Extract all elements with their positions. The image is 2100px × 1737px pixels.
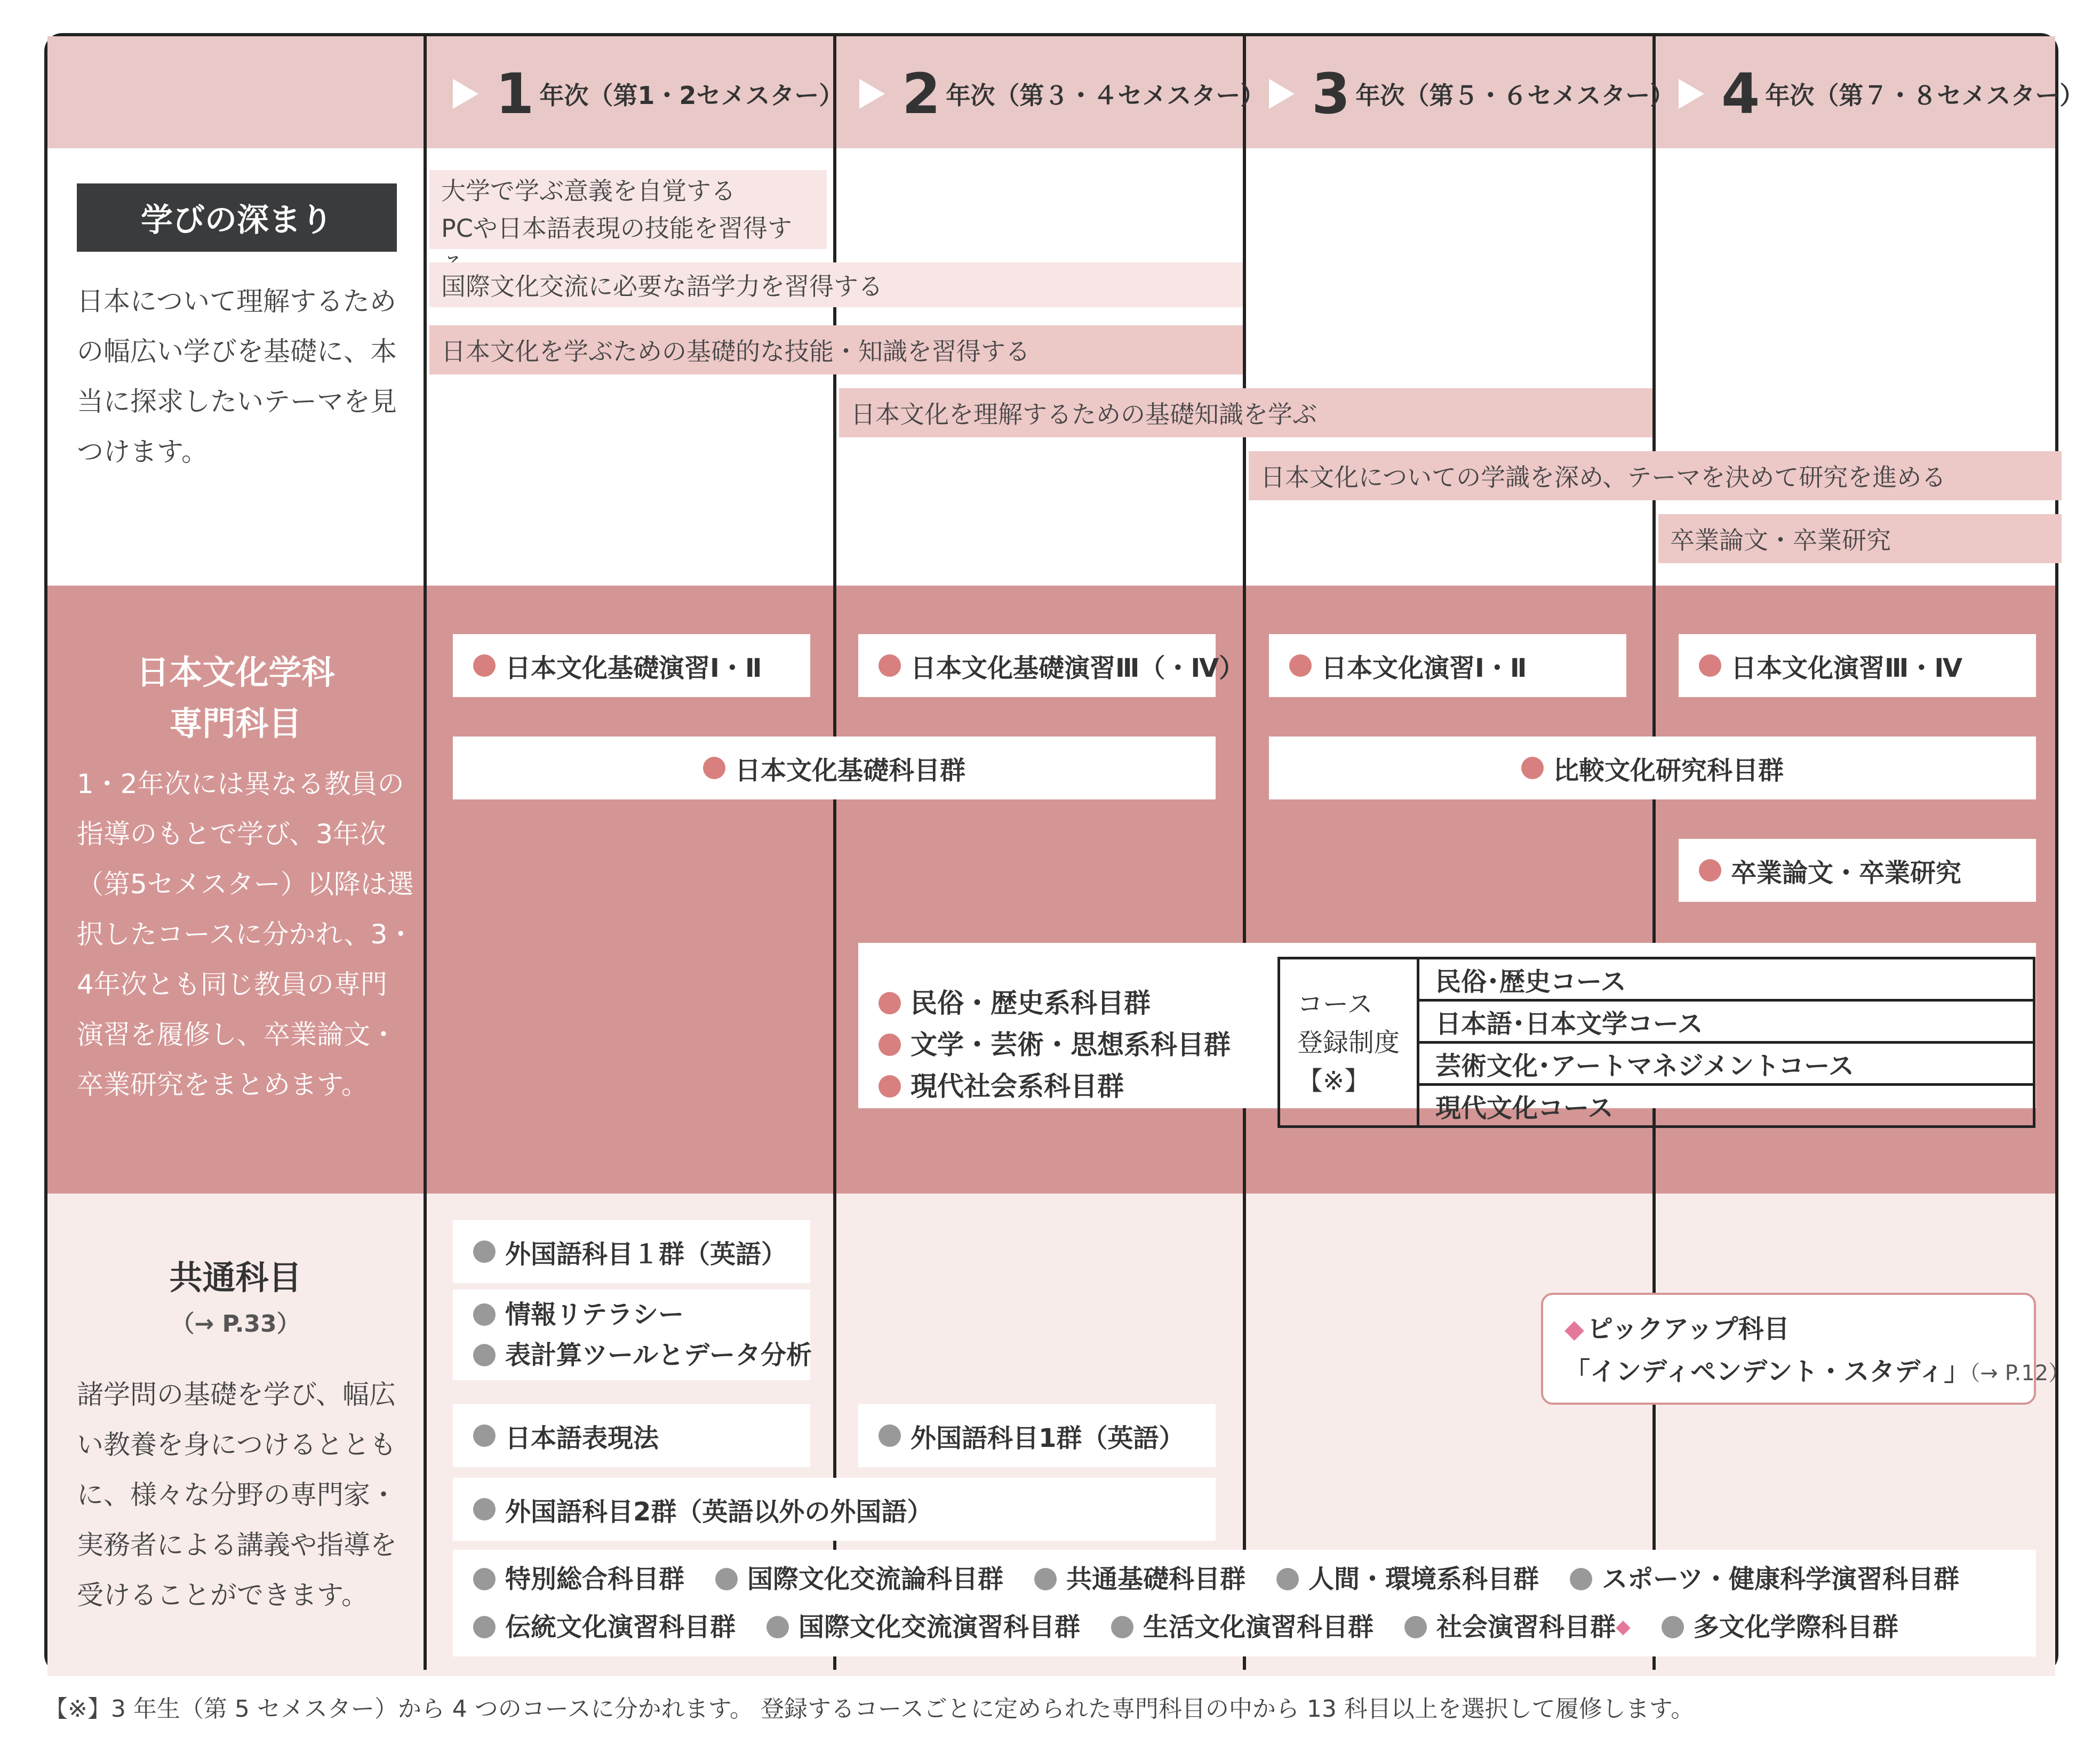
list-item — [473, 1294, 684, 1335]
thesis-box — [1679, 839, 2036, 902]
pickup-title: ピックアップ科目 — [1587, 1314, 1790, 1344]
seminar-box — [1679, 634, 2036, 697]
learning-bar-3: 日本文化を学ぶための基礎的な技能・知識を習得する — [429, 325, 1243, 374]
seminar-label: 日本文化基礎演習Ⅰ・Ⅱ — [505, 653, 762, 683]
bar-text: PCや日本語表現の技能を習得す — [441, 214, 792, 243]
item-label: 文学・芸術・思想系科目群 — [911, 1029, 1231, 1060]
course-name: 現代文化コース — [1418, 1085, 2034, 1127]
title-line: 専門科目 — [169, 704, 302, 743]
column-divider — [1652, 36, 1656, 1670]
desc-line: 択したコースに分かれ、3・ — [77, 919, 414, 950]
seminar-box — [453, 634, 810, 697]
pickup-subject-line — [1564, 1350, 2070, 1395]
desc-line: 4年次とも同じ教員の専門 — [77, 969, 387, 1000]
course-name: 日本語･日本文学コース — [1418, 1000, 2034, 1043]
group-label: 人間・環境系科目群 — [1308, 1564, 1539, 1594]
groups-row-b — [473, 1603, 2016, 1651]
learning-bar-5: 日本文化についての学識を深め、テーマを決めて研究を進める — [1249, 451, 2062, 500]
group-label: スポーツ・健康科学演習科目群 — [1602, 1564, 1960, 1594]
desc-line: に、様々な分野の専門家・ — [77, 1479, 397, 1510]
bullet-dot-icon — [715, 1568, 738, 1590]
common-item-box — [453, 1478, 1216, 1541]
bullet-dot-icon — [1662, 1616, 1684, 1638]
bullet-dot-icon — [473, 1498, 496, 1520]
course-table — [1277, 957, 2035, 1128]
group-label: 生活文化演習科目群 — [1143, 1612, 1374, 1642]
common-item-box — [453, 1404, 810, 1467]
common-page-ref: （→ P.33） — [171, 1310, 300, 1338]
year-number: 4 — [1721, 61, 1760, 126]
seminar-box — [858, 634, 1245, 697]
triangle-icon — [453, 79, 478, 109]
desc-line: つけます。 — [77, 436, 208, 467]
common-item-box — [453, 1220, 810, 1283]
item-label: 民俗・歴史系科目群 — [911, 988, 1151, 1019]
year-label: 年次（第５・６セメスター） — [1355, 81, 1675, 110]
seminar-label: 日本文化演習Ⅲ・Ⅳ — [1731, 653, 1963, 683]
year-4-header — [1679, 61, 2085, 126]
desc-line: （第5セメスター）以降は選 — [77, 869, 414, 900]
bullet-dot-icon — [1034, 1568, 1057, 1590]
common-description — [77, 1370, 397, 1620]
item-label: 情報リテラシー — [505, 1300, 684, 1330]
triangle-icon — [1269, 79, 1295, 109]
pickup-box — [1541, 1293, 2070, 1405]
comparative-group-box — [1269, 737, 2036, 799]
bullet-dot-icon — [766, 1616, 789, 1638]
label-line: コース — [1297, 989, 1373, 1019]
subject-group-list — [879, 982, 1231, 1107]
year-1-header — [453, 61, 844, 126]
column-divider — [424, 36, 427, 1670]
year-number: 2 — [902, 61, 941, 126]
triangle-icon — [859, 79, 885, 109]
diamond-icon: ◆ — [1564, 1314, 1584, 1344]
bullet-dot-icon — [473, 1240, 496, 1263]
year-label: 年次（第７・８セメスター） — [1765, 81, 2085, 110]
triangle-icon — [1679, 79, 1704, 109]
diamond-icon: ◆ — [1616, 1616, 1631, 1638]
pickup-title-line — [1564, 1308, 2013, 1350]
bullet-dot-icon — [473, 1568, 496, 1590]
group-label: 特別総合科目群 — [505, 1564, 685, 1594]
year-label: 年次（第３・４セメスター） — [946, 81, 1265, 110]
specialized-description — [77, 759, 414, 1110]
item-label: 外国語科目1群（英語） — [911, 1423, 1185, 1453]
common-item-box — [858, 1404, 1216, 1467]
title-line: 日本文化学科 — [136, 653, 335, 692]
group-label: 国際文化交流演習科目群 — [799, 1612, 1081, 1642]
list-item — [473, 1335, 812, 1375]
desc-line: 演習を履修し、卒業論文・ — [77, 1019, 397, 1050]
footnote: 【※】3 年生（第 5 セメスター）から 4 つのコースに分かれます。 登録するコースごとに定められた専門科目の中から 13 科目以上を選択して履修します。 — [44, 1695, 1695, 1723]
desc-line: 諸学問の基礎を学び、幅広 — [77, 1379, 396, 1410]
bullet-dot-icon — [473, 654, 496, 677]
bullet-dot-icon — [1276, 1568, 1299, 1590]
curriculum-chart — [44, 33, 2085, 1673]
bullet-dot-icon — [879, 654, 901, 677]
bullet-dot-icon — [473, 1303, 496, 1326]
item-label: 日本語表現法 — [505, 1423, 659, 1453]
common-title: 共通科目 — [169, 1258, 302, 1297]
item-label: 外国語科目１群（英語） — [505, 1239, 787, 1269]
bullet-dot-icon — [879, 992, 901, 1014]
learning-description — [77, 276, 397, 477]
bullet-dot-icon — [1699, 859, 1721, 882]
column-divider — [1243, 36, 1246, 1670]
pickup-subject: 「インディペンデント・スタディ」 — [1564, 1357, 1970, 1387]
group-label: 社会演習科目群 — [1436, 1612, 1616, 1642]
year-3-header — [1269, 61, 1675, 126]
desc-line: い教養を身につけるととも — [77, 1429, 396, 1460]
list-item — [879, 982, 1231, 1024]
pickup-page-ref: （→ P.12） — [1969, 1361, 2070, 1386]
group-label: 多文化学際科目群 — [1693, 1612, 1898, 1642]
learning-bar-6: 卒業論文・卒業研究 — [1658, 514, 2062, 563]
group-label: 比較文化研究科目群 — [1553, 755, 1784, 786]
group-label: 共通基礎科目群 — [1066, 1564, 1246, 1594]
desc-line: 当に探求したいテーマを見 — [77, 386, 397, 417]
bullet-dot-icon — [1521, 757, 1544, 779]
bullet-dot-icon — [473, 1424, 496, 1447]
year-number: 3 — [1312, 61, 1351, 126]
bullet-dot-icon — [1570, 1568, 1592, 1590]
item-label: 表計算ツールとデータ分析 — [505, 1340, 812, 1370]
bullet-dot-icon — [473, 1344, 496, 1366]
bullet-dot-icon — [1111, 1616, 1133, 1638]
group-label: 伝統文化演習科目群 — [505, 1612, 736, 1642]
learning-title: 学びの深まり — [77, 183, 397, 252]
common-groups-box — [453, 1550, 2036, 1656]
seminar-label: 日本文化基礎演習Ⅲ（・Ⅳ） — [911, 653, 1245, 683]
seminar-box — [1269, 634, 1626, 697]
desc-line: 日本について理解するため — [77, 286, 396, 317]
bullet-dot-icon — [1404, 1616, 1427, 1638]
course-panel — [858, 943, 2036, 1123]
learning-bar-1 — [429, 170, 827, 249]
groups-row-a — [473, 1555, 2016, 1603]
course-name: 芸術文化･アートマネジメントコース — [1418, 1043, 2034, 1085]
group-label: 国際文化交流論科目群 — [747, 1564, 1004, 1594]
learning-bar-4: 日本文化を理解するための基礎知識を学ぶ — [839, 388, 1652, 437]
bullet-dot-icon — [879, 1075, 901, 1098]
bullet-dot-icon — [473, 1616, 496, 1638]
desc-line: 卒業研究をまとめます。 — [77, 1069, 368, 1100]
item-label: 外国語科目2群（英語以外の外国語） — [505, 1496, 933, 1527]
course-registration-label — [1279, 958, 1418, 1127]
bullet-dot-icon — [879, 1034, 901, 1056]
bar-text: 大学で学ぶ意義を自覚する — [441, 177, 736, 205]
year-2-header — [859, 61, 1265, 126]
desc-line: 受けることができます。 — [77, 1580, 368, 1611]
desc-line: 1・2年次には異なる教員の — [77, 769, 404, 799]
item-label: 現代社会系科目群 — [911, 1071, 1124, 1102]
year-number: 1 — [496, 61, 534, 126]
desc-line: 指導のもとで学び、3年次 — [77, 819, 386, 850]
seminar-label: 日本文化演習Ⅰ・Ⅱ — [1321, 653, 1527, 683]
group-label: 日本文化基礎科目群 — [734, 755, 965, 786]
learning-bar-2: 国際文化交流に必要な語学力を習得する — [429, 262, 1243, 307]
bullet-dot-icon — [703, 757, 725, 779]
thesis-label: 卒業論文・卒業研究 — [1731, 858, 1962, 888]
bullet-dot-icon — [1699, 654, 1721, 677]
common-item-box — [453, 1290, 810, 1380]
list-item — [879, 1066, 1231, 1107]
label-line: 登録制度 — [1297, 1027, 1400, 1058]
desc-line: の幅広い学びを基礎に、本 — [77, 336, 397, 367]
label-line: 【※】 — [1297, 1066, 1370, 1096]
course-name: 民俗･歴史コース — [1418, 958, 2034, 1000]
bullet-dot-icon — [879, 1424, 901, 1447]
foundation-group-box — [453, 737, 1216, 799]
specialized-title — [47, 647, 424, 749]
year-label: 年次（第1・2セメスター） — [539, 81, 844, 110]
bullet-dot-icon — [1289, 654, 1312, 677]
list-item — [879, 1024, 1231, 1066]
desc-line: 実務者による講義や指導を — [77, 1530, 397, 1560]
